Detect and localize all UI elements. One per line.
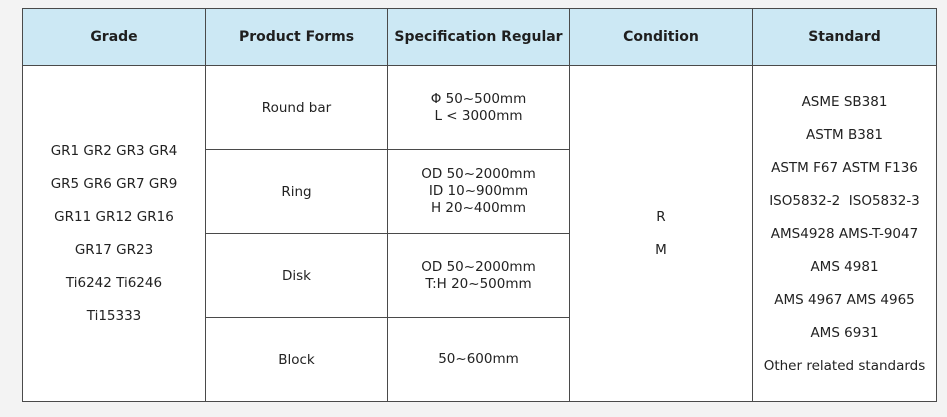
condition-list (570, 209, 752, 258)
grade-line: Ti15333 (86, 308, 142, 324)
condition-line: R (656, 209, 666, 225)
standard-line: AMS 4967 AMS 4965 (774, 291, 915, 308)
spec-line: OD 50~2000mm (421, 258, 536, 275)
spec-line: 50~600mm (438, 351, 519, 367)
standard-line: ASTM F67 ASTM F136 (771, 159, 918, 176)
spec-lines (388, 166, 569, 217)
spec-line: Φ 50~500mm (430, 90, 527, 107)
header-grade: Grade (23, 9, 206, 66)
table-row (23, 66, 937, 150)
spec-line: OD 50~2000mm (421, 166, 536, 182)
standard-line: ISO5832-2 ISO5832-3 (769, 192, 920, 209)
spec-line: H 20~400mm (430, 200, 526, 216)
condition-line: M (655, 242, 667, 258)
header-standard: Standard (753, 9, 937, 66)
spec-lines (388, 259, 569, 293)
spec-lines (388, 91, 569, 125)
specification-table (22, 8, 937, 402)
spec-cell-round-bar (388, 66, 570, 150)
spec-cell-disk (388, 234, 570, 318)
grade-line: GR1 GR2 GR3 GR4 (50, 143, 178, 159)
grade-line: GR17 GR23 (74, 242, 154, 258)
spec-cell-ring (388, 150, 570, 234)
standard-cell (753, 66, 937, 402)
spec-line: ID 10~900mm (428, 183, 529, 199)
form-cell-block: Block (206, 318, 388, 402)
standard-line: AMS 4981 (810, 258, 879, 275)
form-cell-round-bar: Round bar (206, 66, 388, 150)
grade-cell (23, 66, 206, 402)
standard-list (753, 94, 936, 374)
standard-line: ASME SB381 (801, 93, 888, 110)
header-specification: Specification Regular (388, 9, 570, 66)
grade-line: GR5 GR6 GR7 GR9 (50, 176, 178, 192)
spec-lines (388, 351, 569, 368)
standard-line: AMS4928 AMS-T-9047 (770, 225, 919, 242)
header-row (23, 9, 937, 66)
grade-line: GR11 GR12 GR16 (54, 209, 174, 225)
spec-line: L < 3000mm (434, 107, 523, 124)
spec-line: T:H 20~500mm (425, 275, 532, 292)
form-cell-disk: Disk (206, 234, 388, 318)
form-cell-ring: Ring (206, 150, 388, 234)
header-condition: Condition (570, 9, 753, 66)
header-product-forms: Product Forms (206, 9, 388, 66)
standard-line: Other related standards (763, 357, 926, 374)
spec-cell-block (388, 318, 570, 402)
condition-cell (570, 66, 753, 402)
standard-line: AMS 6931 (810, 324, 879, 341)
grade-list (23, 143, 205, 324)
standard-line: ASTM B381 (805, 126, 884, 143)
grade-line: Ti6242 Ti6246 (65, 275, 163, 291)
